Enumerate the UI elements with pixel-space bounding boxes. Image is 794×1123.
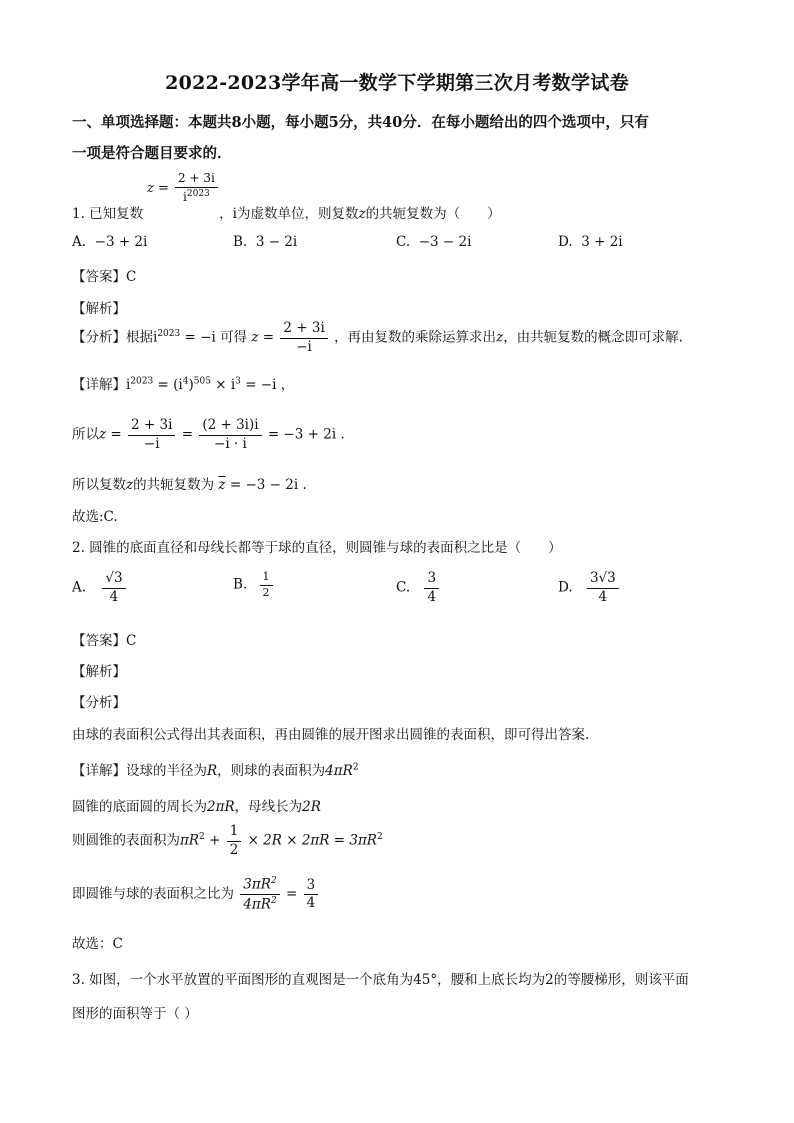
- q1-answer: 【答案】C: [72, 269, 137, 285]
- q2-option-a: A. $\frac{√3}{4}$: [72, 571, 128, 605]
- q2-option-b: B. $\frac{1}{2}$: [233, 571, 275, 599]
- q2-answer: 【答案】C: [72, 633, 137, 649]
- q1-fenxi: 【分析】根据$i^{2023} = -i$ 可得 z = $\frac{2 + 3i}{-i}$ ，再由复数的乘除运算求出z，由共轭复数的概念即可求解.: [72, 320, 683, 355]
- q1-option-a: A. −3 + 2i: [72, 234, 148, 250]
- q2-option-c: C. $\frac{3}{4}$: [396, 571, 441, 605]
- section-heading-line1: 一、单项选择题：本题共8小题，每小题5分，共40分．在每小题给出的四个选项中，只有: [72, 114, 649, 131]
- q1-choice: 故选:C.: [72, 509, 118, 525]
- q2-analysis-label: 【解析】: [72, 664, 126, 680]
- q1-analysis-label: 【解析】: [72, 301, 126, 317]
- q2-fenxi-text: 由球的表面积公式得出其表面积，再由圆锥的展开图求出圆锥的表面积，即可得出答案.: [72, 727, 590, 743]
- q1-option-b: B. 3 − 2i: [233, 234, 298, 250]
- q3-stem-line2: 图形的面积等于（ ）: [72, 1006, 198, 1022]
- q2-xiangjie: 【详解】设球的半径为R，则球的表面积为$4\pi R^2$: [72, 762, 359, 779]
- q2-choice: 故选：C: [72, 936, 123, 952]
- q1-stem: 1. 已知复数 ，i为虚数单位，则复数z的共轭复数为（ ）: [72, 206, 501, 222]
- q2-stem: 2. 圆锥的底面直径和母线长都等于球的直径，则圆锥与球的表面积之比是（ ）: [72, 540, 562, 556]
- section-heading-line2: 一项是符合题目要求的．: [72, 145, 232, 162]
- page-title: 2022-2023学年高一数学下学期第三次月考数学试卷: [165, 72, 629, 94]
- q1-option-c: C. −3 − 2i: [396, 234, 472, 250]
- q2-cone-circumference: 圆锥的底面圆的周长为2πR，母线长为2R: [72, 799, 321, 815]
- q1-option-d: D. 3 + 2i: [558, 234, 623, 250]
- q2-ratio: 即圆锥与球的表面积之比为 $\frac{3\pi R^2}{4\pi R^2}$ = $\frac{3}{4}$: [72, 876, 320, 913]
- q1-xiangjie: 【详解】$i^{2023} = (i^4)^{505} \times i^3 = -i$ ，: [72, 376, 295, 393]
- q2-cone-area: 则圆锥的表面积为$\pi R^2$ + $\frac{1}{2}$ × $2R \times 2\pi R = 3\pi R^2$: [72, 823, 383, 858]
- q2-fenxi-label: 【分析】: [72, 695, 126, 711]
- q1-z-definition: z = $\frac{2 + 3i}{i^{2023}}$: [147, 172, 220, 205]
- q3-stem-line1: 3. 如图，一个水平放置的平面图形的直观图是一个底角为45°，腰和上底长均为2的等腰梯形，则该平面: [72, 972, 689, 988]
- q1-suoyi-2: 所以复数z的共轭复数为 $\overline{z} = -3 - 2i$ .: [72, 477, 307, 493]
- q1-suoyi-1: 所以z = $\frac{2 + 3i}{-i}$ = $\frac{(2 + 3i)i}{-i \cdot i}$ = −3 + 2i .: [72, 417, 345, 452]
- q2-option-d: D. $\frac{3√3}{4}$: [558, 571, 621, 605]
